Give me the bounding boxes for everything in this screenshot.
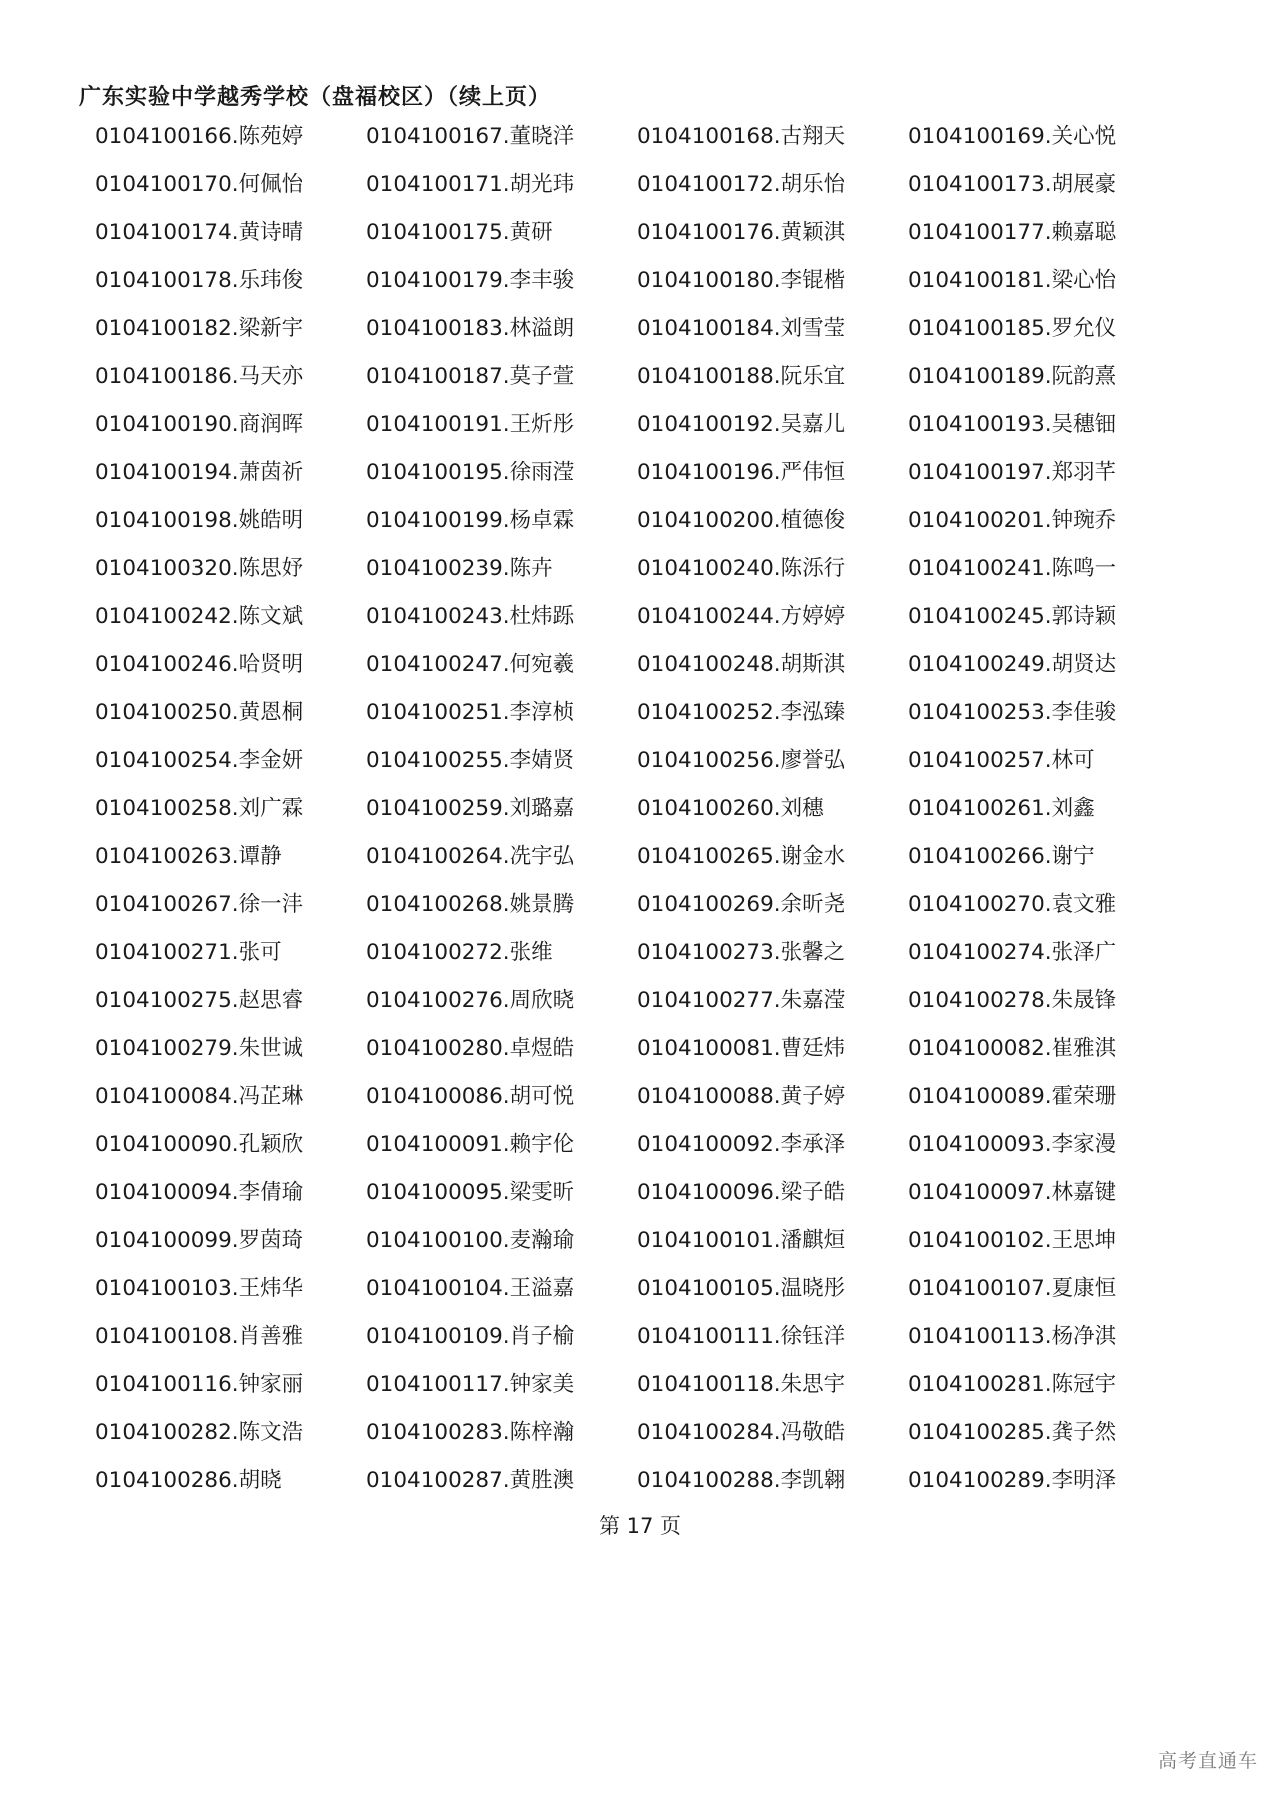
list-item: 0104100280.卓煜皓 [366, 1036, 575, 1061]
list-item: 0104100273.张馨之 [637, 940, 846, 965]
list-item: 0104100086.胡可悦 [366, 1084, 575, 1109]
list-item: 0104100248.胡斯淇 [637, 652, 846, 677]
list-row [95, 747, 1195, 795]
list-item: 0104100257.林可 [908, 748, 1095, 773]
list-item: 0104100188.阮乐宜 [637, 364, 846, 389]
list-item: 0104100172.胡乐怡 [637, 172, 846, 197]
section-heading: 广东实验中学越秀学校（盘福校区）（续上页） [79, 85, 552, 110]
list-item: 0104100177.赖嘉聪 [908, 220, 1117, 245]
list-item: 0104100116.钟家丽 [95, 1372, 304, 1397]
list-item: 0104100260.刘穗 [637, 796, 824, 821]
list-item: 0104100182.梁新宇 [95, 316, 304, 341]
list-item: 0104100117.钟家美 [366, 1372, 575, 1397]
list-item: 0104100183.林溢朗 [366, 316, 575, 341]
list-row [95, 555, 1195, 603]
list-item: 0104100288.李凯翱 [637, 1468, 846, 1493]
list-item: 0104100283.陈梓瀚 [366, 1420, 575, 1445]
list-item: 0104100179.李丰骏 [366, 268, 575, 293]
list-item: 0104100096.梁子皓 [637, 1180, 846, 1205]
list-item: 0104100276.周欣晓 [366, 988, 575, 1013]
list-item: 0104100198.姚皓明 [95, 508, 304, 533]
list-row [95, 1323, 1195, 1371]
list-item: 0104100282.陈文浩 [95, 1420, 304, 1445]
list-item: 0104100265.谢金水 [637, 844, 846, 869]
list-item: 0104100104.王溢嘉 [366, 1276, 575, 1301]
list-item: 0104100267.徐一沣 [95, 892, 304, 917]
list-item: 0104100320.陈思妤 [95, 556, 304, 581]
list-item: 0104100169.关心悦 [908, 124, 1117, 149]
list-item: 0104100101.潘麒烜 [637, 1228, 846, 1253]
list-item: 0104100251.李淳桢 [366, 700, 575, 725]
list-row [95, 1179, 1195, 1227]
list-item: 0104100190.商润晖 [95, 412, 304, 437]
list-item: 0104100264.冼宇弘 [366, 844, 575, 869]
list-item: 0104100187.莫子萱 [366, 364, 575, 389]
list-item: 0104100195.徐雨滢 [366, 460, 575, 485]
list-item: 0104100244.方婷婷 [637, 604, 846, 629]
list-item: 0104100277.朱嘉滢 [637, 988, 846, 1013]
list-item: 0104100173.胡展豪 [908, 172, 1117, 197]
list-item: 0104100250.黄恩桐 [95, 700, 304, 725]
list-item: 0104100171.胡光玮 [366, 172, 575, 197]
list-row [95, 1131, 1195, 1179]
list-item: 0104100111.徐钰洋 [637, 1324, 846, 1349]
list-item: 0104100090.孔颖欣 [95, 1132, 304, 1157]
list-row [95, 171, 1195, 219]
list-row [95, 1275, 1195, 1323]
list-item: 0104100095.梁雯昕 [366, 1180, 575, 1205]
list-item: 0104100109.肖子榆 [366, 1324, 575, 1349]
list-item: 0104100239.陈卉 [366, 556, 553, 581]
list-row [95, 699, 1195, 747]
list-item: 0104100253.李佳骏 [908, 700, 1117, 725]
list-item: 0104100241.陈鸣一 [908, 556, 1117, 581]
list-item: 0104100170.何佩怡 [95, 172, 304, 197]
list-row [95, 267, 1195, 315]
list-item: 0104100275.赵思睿 [95, 988, 304, 1013]
list-item: 0104100199.杨卓霖 [366, 508, 575, 533]
list-row [95, 651, 1195, 699]
list-item: 0104100272.张维 [366, 940, 553, 965]
list-item: 0104100174.黄诗晴 [95, 220, 304, 245]
list-row [95, 411, 1195, 459]
list-item: 0104100102.王思坤 [908, 1228, 1117, 1253]
list-item: 0104100089.霍荣珊 [908, 1084, 1117, 1109]
list-item: 0104100197.郑羽芊 [908, 460, 1117, 485]
list-item: 0104100166.陈苑婷 [95, 124, 304, 149]
list-row [95, 507, 1195, 555]
list-item: 0104100168.古翔天 [637, 124, 846, 149]
list-item: 0104100191.王炘彤 [366, 412, 575, 437]
list-item: 0104100113.杨净淇 [908, 1324, 1117, 1349]
list-item: 0104100105.温晓彤 [637, 1276, 846, 1301]
list-row [95, 123, 1195, 171]
list-item: 0104100249.胡贤达 [908, 652, 1117, 677]
list-item: 0104100093.李家漫 [908, 1132, 1117, 1157]
list-row [95, 795, 1195, 843]
list-item: 0104100279.朱世诚 [95, 1036, 304, 1061]
list-item: 0104100167.董晓洋 [366, 124, 575, 149]
list-row [95, 1419, 1195, 1467]
list-item: 0104100193.吴穗钿 [908, 412, 1117, 437]
list-item: 0104100186.马天亦 [95, 364, 304, 389]
list-item: 0104100259.刘璐嘉 [366, 796, 575, 821]
list-row [95, 1227, 1195, 1275]
list-item: 0104100258.刘广霖 [95, 796, 304, 821]
list-item: 0104100247.何宛羲 [366, 652, 575, 677]
list-item: 0104100271.张可 [95, 940, 282, 965]
list-item: 0104100289.李明泽 [908, 1468, 1117, 1493]
list-row [95, 1371, 1195, 1419]
list-item: 0104100269.余昕尧 [637, 892, 846, 917]
list-item: 0104100097.林嘉键 [908, 1180, 1117, 1205]
list-item: 0104100243.杜炜跞 [366, 604, 575, 629]
list-item: 0104100103.王炜华 [95, 1276, 304, 1301]
list-row [95, 1035, 1195, 1083]
list-item: 0104100088.黄子婷 [637, 1084, 846, 1109]
list-item: 0104100107.夏康恒 [908, 1276, 1117, 1301]
list-row [95, 363, 1195, 411]
list-item: 0104100255.李婧贤 [366, 748, 575, 773]
list-item: 0104100181.梁心怡 [908, 268, 1117, 293]
list-item: 0104100194.萧茵祈 [95, 460, 304, 485]
list-item: 0104100268.姚景腾 [366, 892, 575, 917]
list-item: 0104100082.崔雅淇 [908, 1036, 1117, 1061]
list-item: 0104100091.赖宇伦 [366, 1132, 575, 1157]
list-row [95, 939, 1195, 987]
list-item: 0104100246.哈贤明 [95, 652, 304, 677]
list-item: 0104100270.袁文雅 [908, 892, 1117, 917]
list-item: 0104100284.冯敬皓 [637, 1420, 846, 1445]
list-item: 0104100175.黄研 [366, 220, 553, 245]
list-item: 0104100245.郭诗颖 [908, 604, 1117, 629]
list-row [95, 459, 1195, 507]
list-item: 0104100281.陈冠宇 [908, 1372, 1117, 1397]
list-item: 0104100108.肖善雅 [95, 1324, 304, 1349]
list-item: 0104100252.李泓臻 [637, 700, 846, 725]
list-item: 0104100263.谭静 [95, 844, 282, 869]
list-item: 0104100180.李锟楷 [637, 268, 846, 293]
list-row [95, 1083, 1195, 1131]
list-item: 0104100266.谢宁 [908, 844, 1095, 869]
list-item: 0104100201.钟琬乔 [908, 508, 1117, 533]
page-number: 第 17 页 [598, 1514, 682, 1538]
list-item: 0104100200.植德俊 [637, 508, 846, 533]
list-row [95, 315, 1195, 363]
list-item: 0104100240.陈泺行 [637, 556, 846, 581]
list-row [95, 603, 1195, 651]
list-item: 0104100242.陈文斌 [95, 604, 304, 629]
list-row [95, 1467, 1195, 1515]
list-item: 0104100185.罗允仪 [908, 316, 1117, 341]
list-item: 0104100094.李倩瑜 [95, 1180, 304, 1205]
watermark: 高考直通车 [1157, 1750, 1258, 1772]
list-item: 0104100081.曹廷炜 [637, 1036, 846, 1061]
student-list [95, 123, 1195, 1515]
list-item: 0104100285.龚子然 [908, 1420, 1117, 1445]
list-item: 0104100256.廖誉弘 [637, 748, 846, 773]
list-item: 0104100192.吴嘉儿 [637, 412, 846, 437]
list-item: 0104100196.严伟恒 [637, 460, 846, 485]
list-item: 0104100274.张泽广 [908, 940, 1117, 965]
list-item: 0104100189.阮韵熹 [908, 364, 1117, 389]
list-item: 0104100176.黄颖淇 [637, 220, 846, 245]
list-item: 0104100100.麦瀚瑜 [366, 1228, 575, 1253]
list-item: 0104100261.刘鑫 [908, 796, 1095, 821]
list-item: 0104100287.黄胜澳 [366, 1468, 575, 1493]
list-item: 0104100184.刘雪莹 [637, 316, 846, 341]
list-item: 0104100178.乐玮俊 [95, 268, 304, 293]
list-item: 0104100286.胡晓 [95, 1468, 282, 1493]
list-item: 0104100084.冯芷琳 [95, 1084, 304, 1109]
list-row [95, 843, 1195, 891]
list-row [95, 219, 1195, 267]
list-item: 0104100118.朱思宇 [637, 1372, 846, 1397]
list-item: 0104100092.李承泽 [637, 1132, 846, 1157]
list-item: 0104100254.李金妍 [95, 748, 304, 773]
list-item: 0104100099.罗茵琦 [95, 1228, 304, 1253]
list-row [95, 891, 1195, 939]
list-item: 0104100278.朱晟锋 [908, 988, 1117, 1013]
list-row [95, 987, 1195, 1035]
